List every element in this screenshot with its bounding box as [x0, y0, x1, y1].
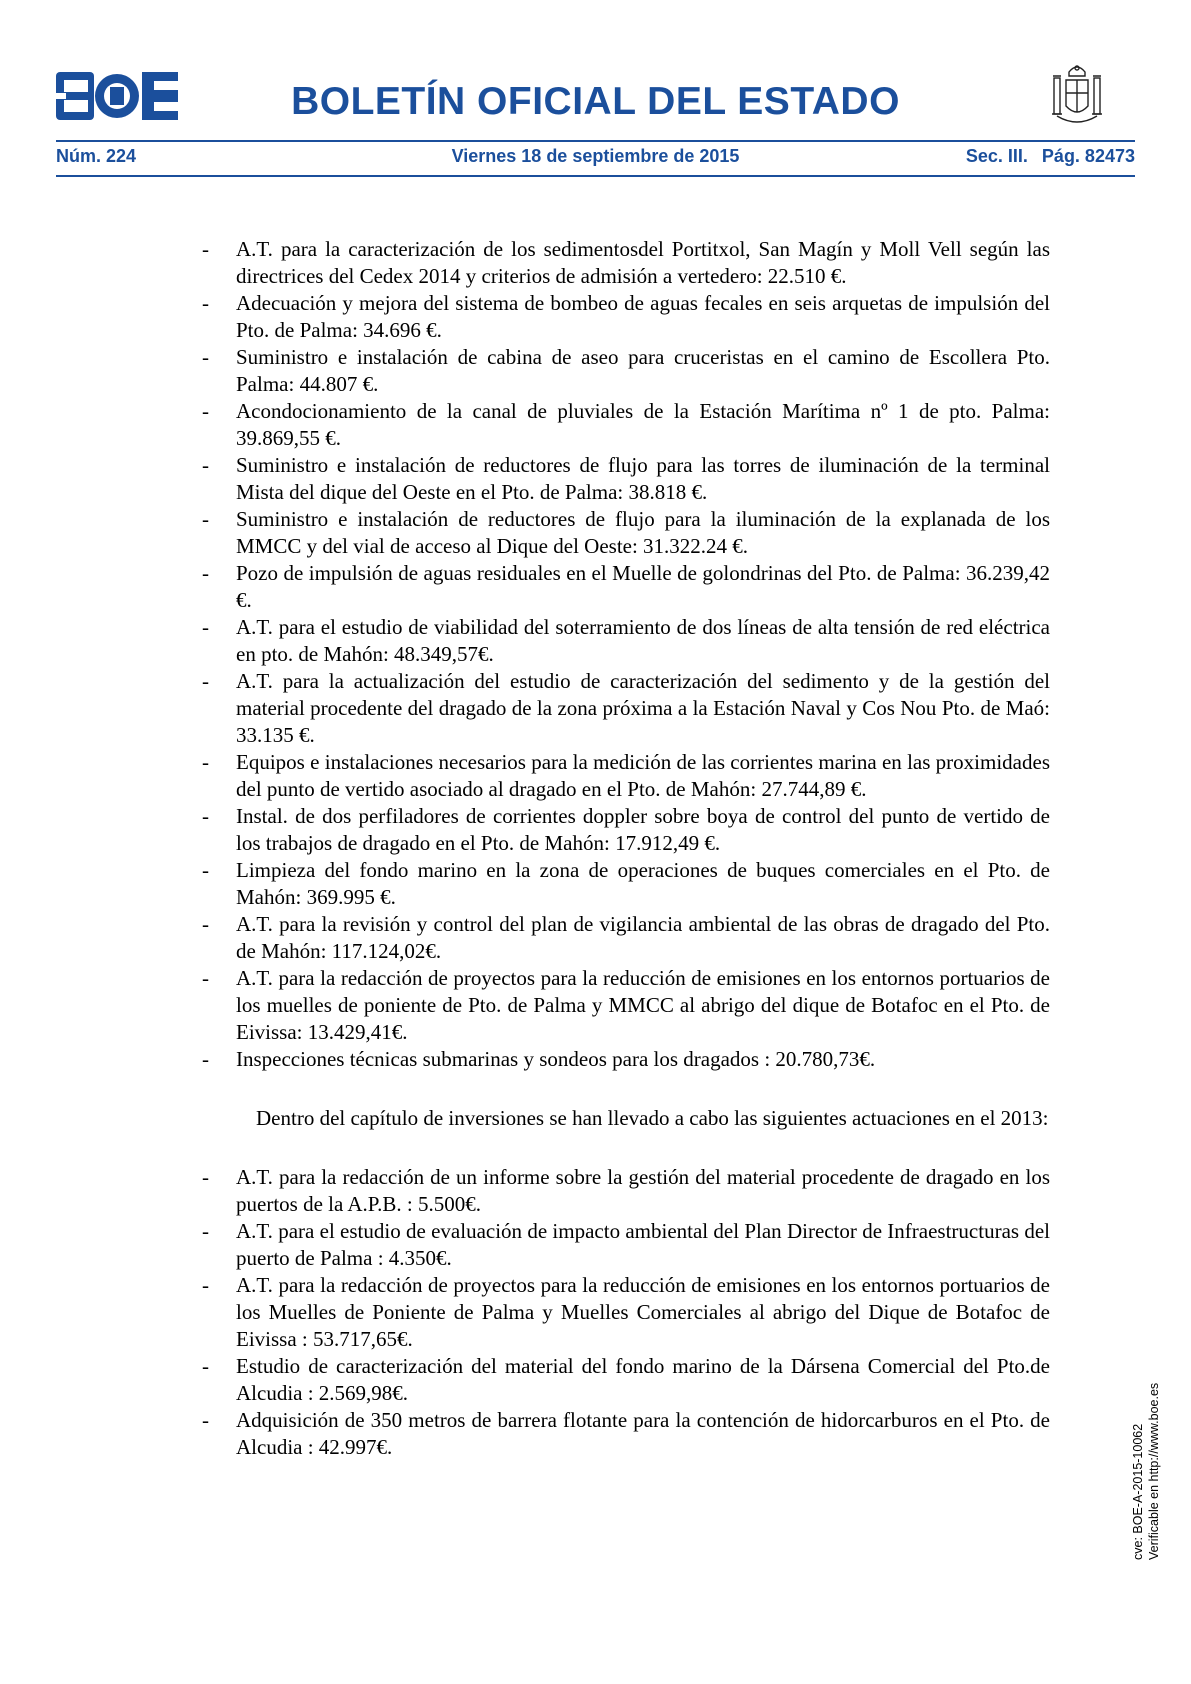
document-body [202, 236, 1050, 1461]
verification-url: Verificable en http://www.boe.es [1147, 1382, 1161, 1560]
header-rule-bottom [56, 175, 1135, 177]
list-item: - Instal. de dos perfiladores de corrientes doppler sobre boya de control del punto de vertido de los trabajos de dragado en el Pto. de Mahón: 17.912,49 €. [202, 803, 1050, 857]
side-verification [1130, 1140, 1164, 1560]
list-item: - Inspecciones técnicas submarinas y sondeos para los dragados : 20.780,73€. [202, 1046, 1050, 1073]
list-item: - Estudio de caracterización del material del fondo marino de la Dársena Comercial del Pto.de Alcudia : 2.569,98€. [202, 1353, 1050, 1407]
list-item: - A.T. para la redacción de proyectos para la reducción de emisiones en los entornos portuarios de los Muelles de Poniente de Palma y Muelles Comerciales al abrigo del Dique de Botafoc de Eivissa : 53.717,65€. [202, 1272, 1050, 1353]
list-item: - Acondocionamiento de la canal de pluviales de la Estación Marítima nº 1 de pto. Palma: 39.869,55 €. [202, 398, 1050, 452]
list-item: - Equipos e instalaciones necesarios para la medición de las corrientes marina en las proximidades del punto de vertido asociado al dragado en el Pto. de Mahón: 27.744,89 €. [202, 749, 1050, 803]
list-item: - A.T. para la redacción de un informe sobre la gestión del material procedente de dragado en los puertos de la A.P.B. : 5.500€. [202, 1164, 1050, 1218]
header-rule-top [56, 140, 1135, 142]
section-label: Sec. III. [965, 146, 1028, 166]
list-item: - Adecuación y mejora del sistema de bombeo de aguas fecales en seis arquetas de impulsión del Pto. de Palma: 34.696 €. [202, 290, 1050, 344]
list-item: - A.T. para la revisión y control del plan de vigilancia ambiental de las obras de dragado del Pto. de Mahón: 117.124,02€. [202, 911, 1050, 965]
list-item: - Limpieza del fondo marino en la zona de operaciones de buques comerciales en el Pto. de Mahón: 369.995 €. [202, 857, 1050, 911]
investment-list-2013 [202, 1164, 1050, 1461]
page-number: Pág. 82473 [1041, 146, 1135, 166]
page-header [56, 68, 1135, 178]
cve-code: cve: BOE-A-2015-10062 [1131, 1423, 1145, 1560]
list-item: - A.T. para el estudio de viabilidad del soterramiento de dos líneas de alta tensión de red eléctrica en pto. de Mahón: 48.349,57€. [202, 614, 1050, 668]
list-item: - Adquisición de 350 metros de barrera flotante para la contención de hidorcarburos en el Pto. de Alcudia : 42.997€. [202, 1407, 1050, 1461]
issue-date: Viernes 18 de septiembre de 2015 [451, 146, 740, 166]
investment-list-2014 [202, 236, 1050, 1073]
body-paragraph: Dentro del capítulo de inversiones se han llevado a cabo las siguientes actuaciones en el 2013: [256, 1106, 1049, 1130]
list-item: - Suministro e instalación de reductores de flujo para la iluminación de la explanada de los MMCC y del vial de acceso al Dique del Oeste: 31.322.24 €. [202, 506, 1050, 560]
list-item: - Pozo de impulsión de aguas residuales en el Muelle de golondrinas del Pto. de Palma: 36.239,42 €. [202, 560, 1050, 614]
issue-number: Núm. 224 [56, 146, 137, 166]
page-title: BOLETÍN OFICIAL DEL ESTADO [291, 80, 900, 123]
section-page [966, 146, 1135, 167]
list-item: - Suministro e instalación de cabina de aseo para cruceristas en el camino de Escollera Pto. Palma: 44.807 €. [202, 344, 1050, 398]
list-item: - A.T. para el estudio de evaluación de impacto ambiental del Plan Director de Infraestructuras del puerto de Palma : 4.350€. [202, 1218, 1050, 1272]
list-item: - Suministro e instalación de reductores de flujo para las torres de iluminación de la terminal Mista del dique del Oeste en el Pto. de Palma: 38.818 €. [202, 452, 1050, 506]
list-item: - A.T. para la redacción de proyectos para la reducción de emisiones en los entornos portuarios de los muelles de poniente de Pto. de Palma y MMCC al abrigo del dique de Botafoc en el Pto. de Eivissa: 13.429,41€. [202, 965, 1050, 1046]
list-item: - A.T. para la actualización del estudio de caracterización del sedimento y de la gestión del material procedente del dragado de la zona próxima a la Estación Naval y Cos Nou Pto. de Maó: 33.135 €. [202, 668, 1050, 749]
coat-of-arms-icon [1049, 62, 1105, 130]
list-item: - A.T. para la caracterización de los sedimentosdel Portitxol, San Magín y Moll Vell según las directrices del Cedex 2014 y criterios de admisión a vertedero: 22.510 €. [202, 236, 1050, 290]
